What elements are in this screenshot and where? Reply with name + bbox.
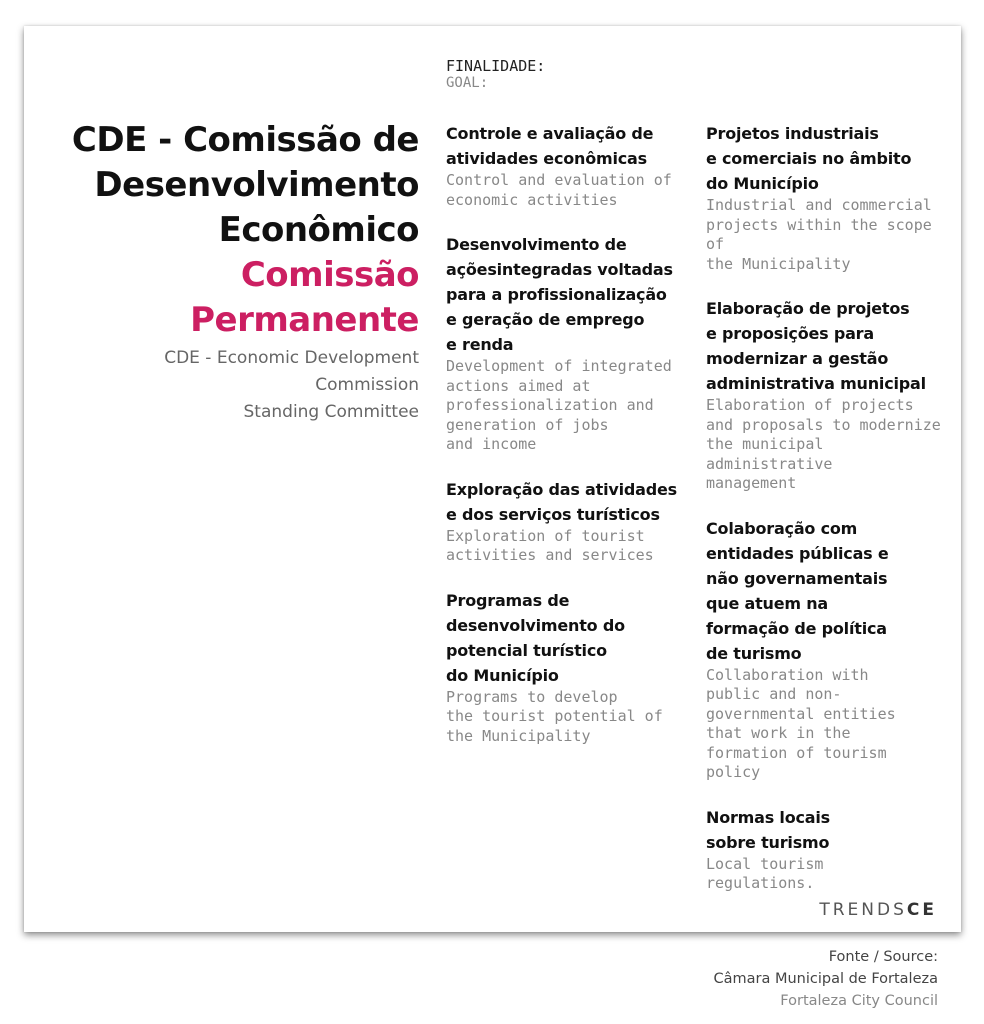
goal-item-translation: Control and evaluation of economic activities [446,171,672,209]
goal-item-title: Desenvolvimento de açõesintegradas voltadas para a profissionalização e geração de emprego e renda [446,235,673,354]
goal-item [706,516,951,783]
title-highlight-line: Comissão [240,255,419,295]
logo-text-ce: CE [906,900,937,920]
goal-item-translation: Collaboration with public and non- governmental entities that work in the formation of tourism policy [706,665,896,781]
goal-item-translation: Exploration of tourist activities and services [446,526,654,564]
goal-item-title: Controle e avaliação de atividades econômicas [446,124,654,168]
title-highlight-line: Permanente [190,300,419,340]
title-line: Desenvolvimento [94,165,419,205]
subtitle-line: Standing Committee [243,402,419,422]
goal-item-title: Normas locais sobre turismo [706,807,831,852]
trendsce-logo [819,900,937,920]
logo-text-trends: TRENDS [819,900,907,920]
goal-item [706,805,951,894]
commission-title-block [39,118,419,426]
goals-column-right [706,121,951,916]
goal-label-pt: FINALIDADE: [446,57,546,75]
goal-item-translation: Local tourism regulations. [706,854,824,892]
goal-item [446,477,696,566]
source-name-pt: Câmara Municipal de Fortaleza [713,971,938,987]
source-name-en: Fortaleza City Council [780,993,938,1009]
goal-item-translation: Development of integrated actions aimed at professionalization and generation of jobs and income [446,357,672,453]
goal-item-title: Projetos industriais e comerciais no âmbito do Município [706,124,912,193]
goal-label-en: GOAL: [446,75,489,91]
goals-column-left [446,121,696,768]
goal-item [706,121,951,274]
subtitle-line: CDE - Economic Development [164,348,419,368]
title-line: Econômico [218,210,419,250]
goal-item-translation: Programs to develop the tourist potential of the Municipality [446,687,663,745]
goal-item-translation: Industrial and commercial projects within the scope of the Municipality [706,196,932,273]
title-line: CDE - Comissão de [71,120,419,160]
goal-item-title: Colaboração com entidades públicas e não governamentais que atuem na formação de política de turismo [706,518,889,663]
source-label: Fonte / Source: [828,949,938,965]
infographic-card [24,26,961,932]
goal-item [446,588,696,747]
goal-header [446,57,545,91]
goal-item [446,121,696,210]
goal-item [446,232,696,455]
goal-item [706,296,951,494]
goal-item-title: Programas de desenvolvimento do potencial turístico do Município [446,590,625,685]
goal-item-translation: Elaboration of projects and proposals to modernize the municipal administrative management [706,396,941,492]
subtitle-line: Commission [315,375,419,395]
goal-item-title: Exploração das atividades e dos serviços turísticos [446,479,677,524]
source-credit [713,946,938,1012]
goal-item-title: Elaboração de projetos e proposições para modernizar a gestão administrativa municipal [706,299,926,393]
